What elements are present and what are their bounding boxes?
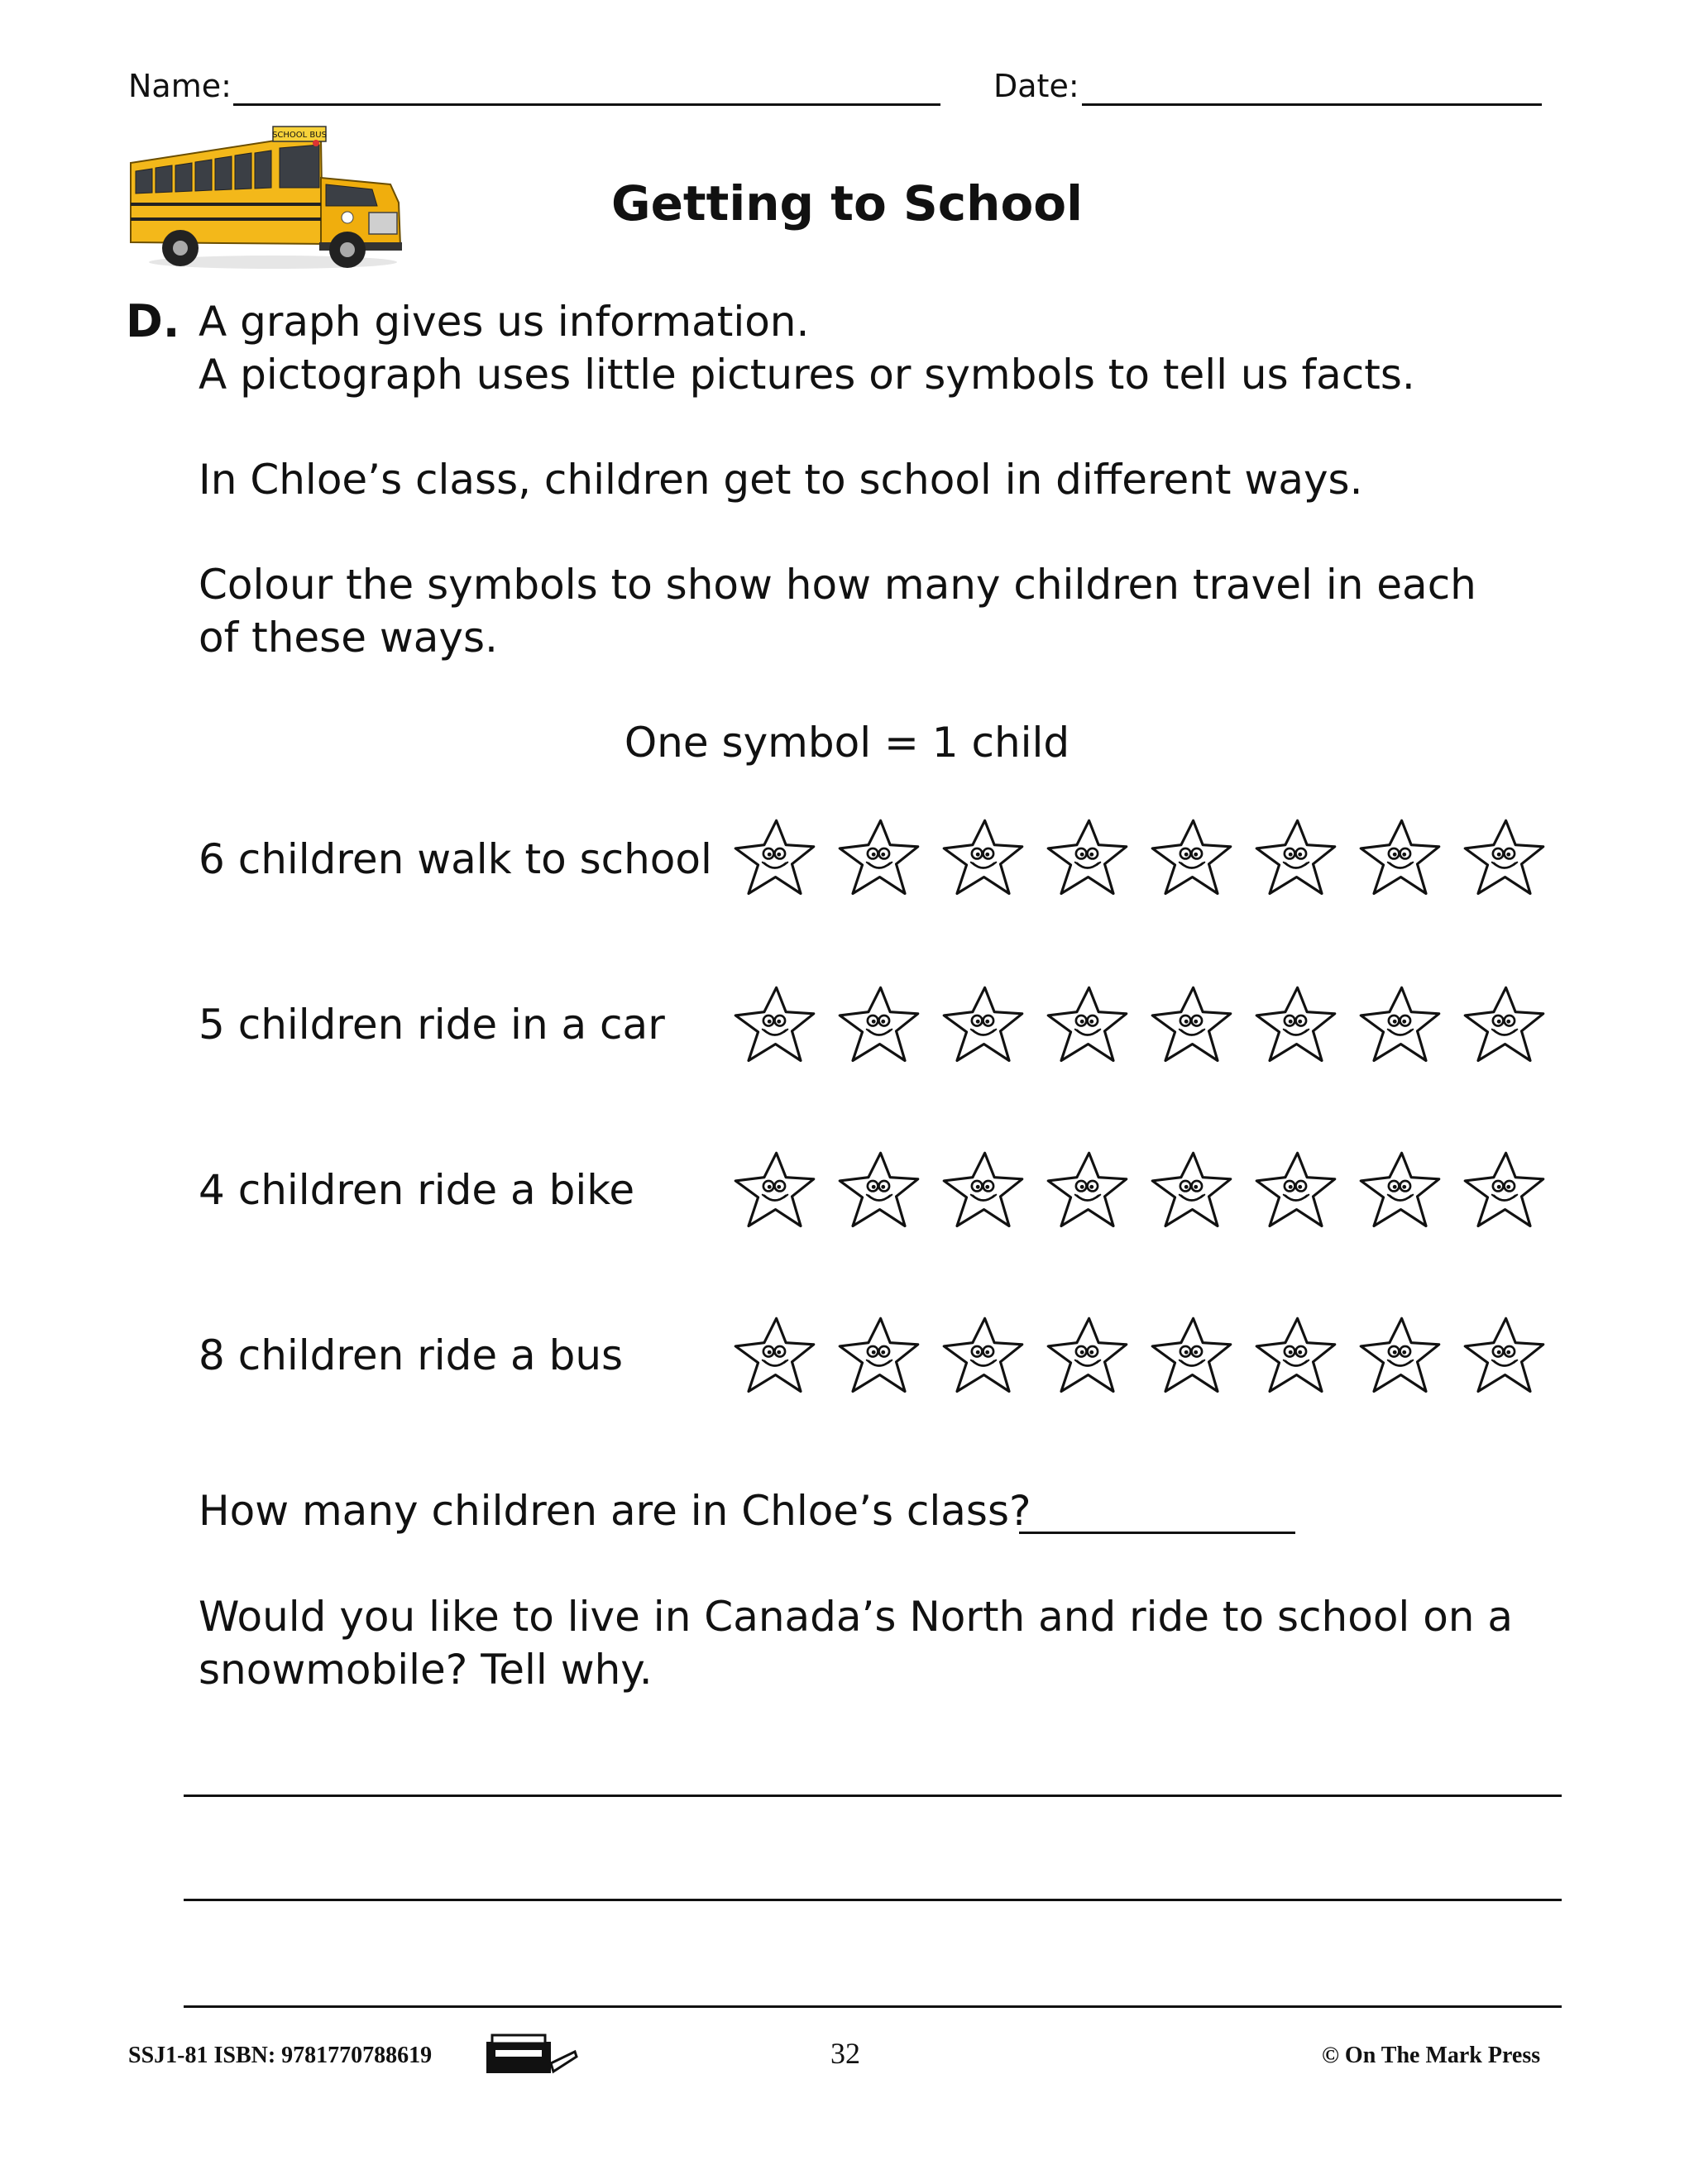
smiling-star-icon[interactable]: [731, 982, 818, 1069]
smiling-star-icon[interactable]: [1357, 815, 1443, 902]
page-title: Getting to School: [610, 175, 1084, 232]
smiling-star-icon[interactable]: [940, 815, 1026, 902]
footer-code: SSJ1-81 ISBN: 9781770788619: [128, 2043, 433, 2068]
smiling-star-icon[interactable]: [1252, 815, 1339, 902]
row-label-car: 5 children ride in a car: [199, 1001, 665, 1049]
smiling-star-icon[interactable]: [940, 982, 1026, 1069]
smiling-star-icon[interactable]: [1252, 982, 1339, 1069]
answer-line-2[interactable]: [184, 1899, 1562, 1901]
star-row-bus: [731, 1313, 1548, 1400]
smiling-star-icon[interactable]: [1461, 982, 1548, 1069]
section-letter: D.: [126, 295, 180, 347]
smiling-star-icon[interactable]: [731, 1313, 818, 1400]
smiling-star-icon[interactable]: [940, 1313, 1026, 1400]
smiling-star-icon[interactable]: [1044, 1148, 1131, 1235]
date-label: Date:: [993, 68, 1079, 104]
intro-line-2: A pictograph uses little pictures or symbols to tell us facts.: [199, 351, 1415, 399]
smiling-star-icon[interactable]: [1148, 1313, 1235, 1400]
pictograph-key: One symbol = 1 child: [624, 719, 1070, 767]
page-number: 32: [830, 2037, 860, 2070]
smiling-star-icon[interactable]: [1461, 1148, 1548, 1235]
question-snowmobile-line-2: snowmobile? Tell why.: [199, 1646, 653, 1694]
row-label-walk: 6 children walk to school: [199, 835, 712, 883]
name-field[interactable]: [233, 103, 940, 106]
star-row-bike: [731, 1148, 1548, 1235]
smiling-star-icon[interactable]: [1357, 1313, 1443, 1400]
name-label: Name:: [128, 68, 232, 104]
answer-line-1[interactable]: [184, 1795, 1562, 1797]
class-count-answer-line[interactable]: [1019, 1532, 1295, 1534]
answer-line-3[interactable]: [184, 2005, 1562, 2008]
smiling-star-icon[interactable]: [1044, 982, 1131, 1069]
smiling-star-icon[interactable]: [1044, 815, 1131, 902]
question-class-count: How many children are in Chloe’s class?: [199, 1487, 1031, 1535]
smiling-star-icon[interactable]: [1461, 1313, 1548, 1400]
question-snowmobile-line-1: Would you like to live in Canada’s North and ride to school on a: [199, 1593, 1514, 1641]
smiling-star-icon[interactable]: [1044, 1313, 1131, 1400]
smiling-star-icon[interactable]: [731, 1148, 818, 1235]
smiling-star-icon[interactable]: [835, 815, 922, 902]
svg-text:SCHOOL BUS: SCHOOL BUS: [272, 131, 327, 140]
instruction-line-1: Colour the symbols to show how many children travel in each: [199, 561, 1476, 609]
smiling-star-icon[interactable]: [940, 1148, 1026, 1235]
smiling-star-icon[interactable]: [1148, 815, 1235, 902]
smiling-star-icon[interactable]: [1148, 982, 1235, 1069]
row-label-bus: 8 children ride a bus: [199, 1331, 624, 1379]
star-row-car: [731, 982, 1548, 1069]
date-field[interactable]: [1082, 103, 1542, 106]
smiling-star-icon[interactable]: [731, 815, 818, 902]
intro-line-1: A graph gives us information.: [199, 298, 810, 346]
row-label-bike: 4 children ride a bike: [199, 1166, 635, 1214]
smiling-star-icon[interactable]: [1148, 1148, 1235, 1235]
smiling-star-icon[interactable]: [1252, 1148, 1339, 1235]
smiling-star-icon[interactable]: [835, 1313, 922, 1400]
smiling-star-icon[interactable]: [1252, 1313, 1339, 1400]
footer-copyright: © On The Mark Press: [1322, 2043, 1541, 2068]
star-row-walk: [731, 815, 1548, 902]
smiling-star-icon[interactable]: [835, 1148, 922, 1235]
smiling-star-icon[interactable]: [1357, 982, 1443, 1069]
smiling-star-icon[interactable]: [835, 982, 922, 1069]
smiling-star-icon[interactable]: [1461, 815, 1548, 902]
copier-icon: [484, 2030, 579, 2080]
intro-line-3: In Chloe’s class, children get to school in different ways.: [199, 456, 1363, 504]
instruction-line-2: of these ways.: [199, 614, 498, 662]
smiling-star-icon[interactable]: [1357, 1148, 1443, 1235]
